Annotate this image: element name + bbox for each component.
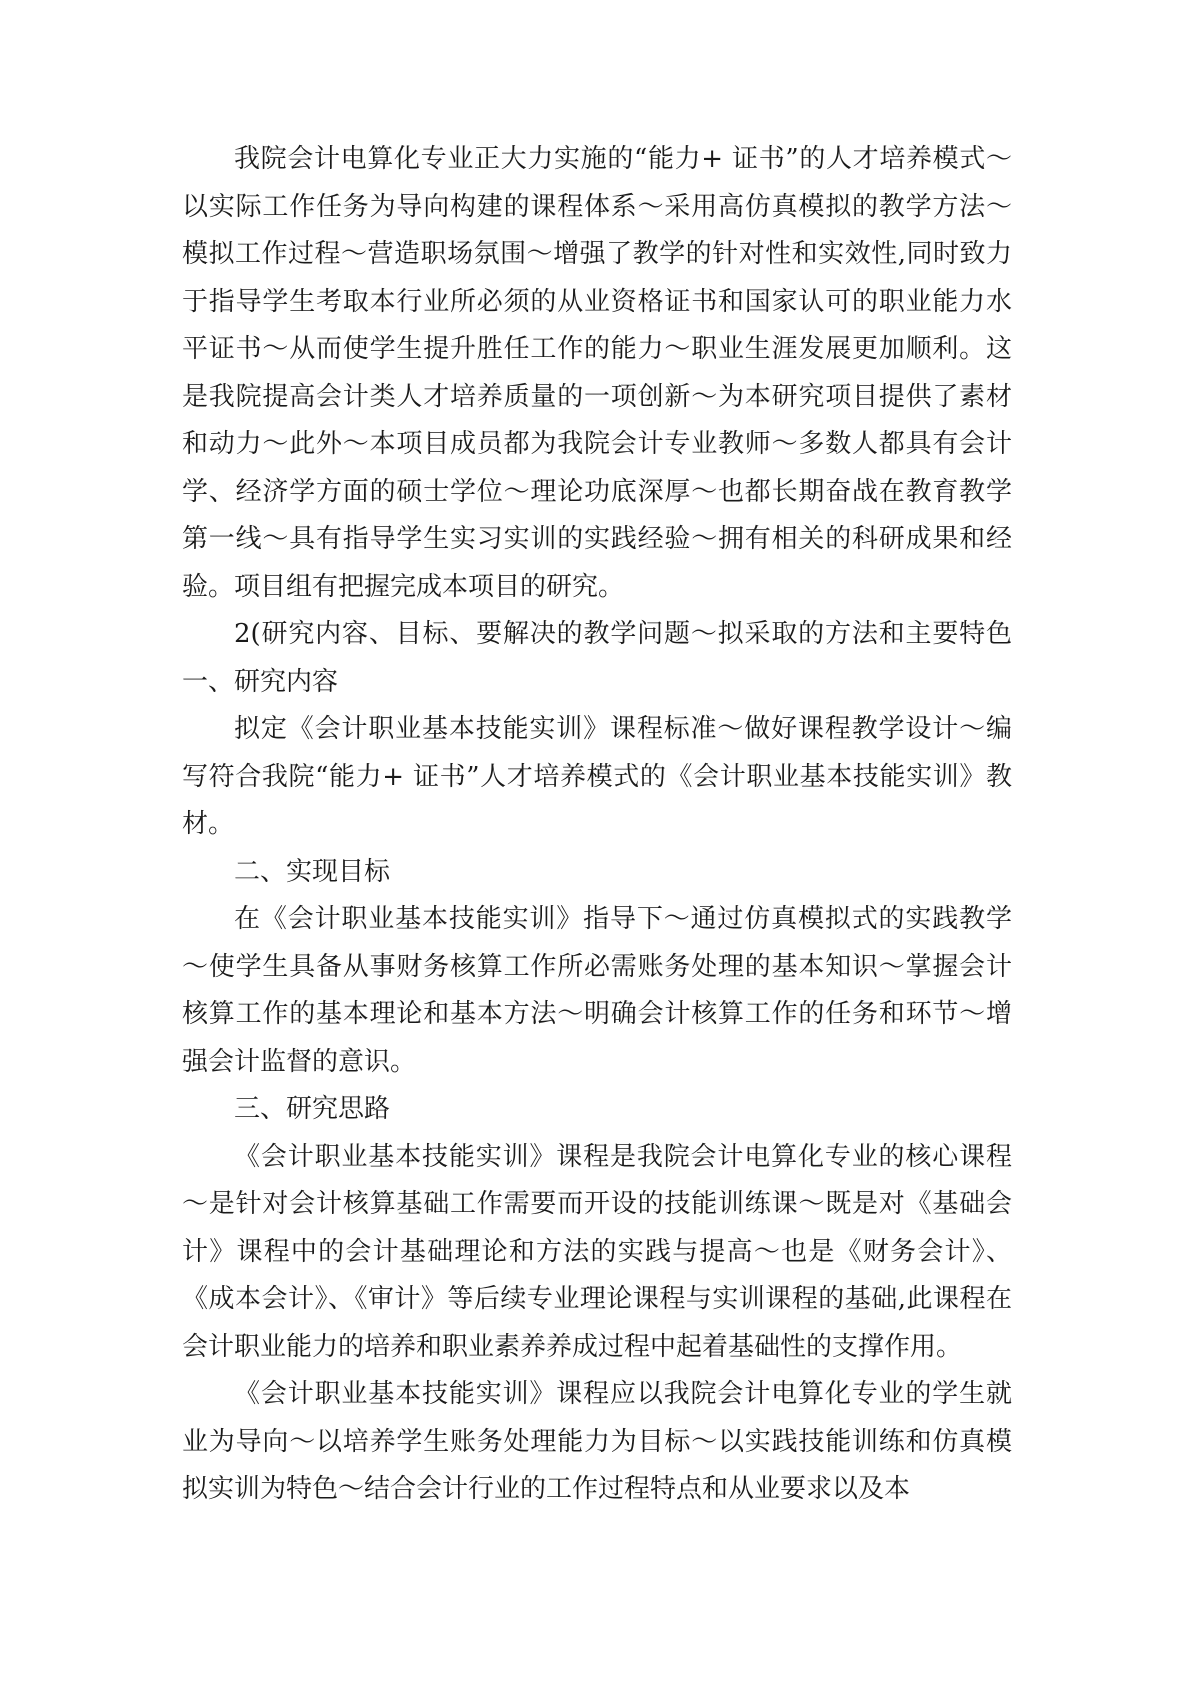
heading-goals: 二、实现目标 bbox=[234, 856, 391, 887]
paragraph-course-role: 《会计职业基本技能实训》课程是我院会计电算化专业的核心课程～是针对会计核算基础工作需要而开设的技能训练课～既是对《基础会计》课程中的会计基础理论和方法的实践与提高～也是《财务会计》、《成本会计》、《审计》等后续专业理论课程与实训课程的基础,此课程在会计职业能力的培养和职业素养养成过程中起着基础性的支撑作用。 bbox=[182, 1141, 1012, 1362]
paragraph-course-orientation: 《会计职业基本技能实训》课程应以我院会计电算化专业的学生就业为导向～以培养学生账务处理能力为目标～以实践技能训练和仿真模拟实训为特色～结合会计行业的工作过程特点和从业要求以及本 bbox=[182, 1379, 1012, 1504]
paragraph-background: 我院会计电算化专业正大力实施的“能力+ 证书”的人才培养模式～以实际工作任务为导向构建的课程体系～采用高仿真模拟的教学方法～模拟工作过程～营造职场氛围～增强了教学的针对性和实效性,同时致力于指导学生考取本行业所必须的从业资格证书和国家认可的职业能力水平证书～从而使学生提升胜任工作的能力～职业生涯发展更加顺利。这是我院提高会计类人才培养质量的一项创新～为本研究项目提供了素材和动力～此外～本项目成员都为我院会计专业教师～多数人都具有会计学、经济学方面的硕士学位～理论功底深厚～也都长期奋战在教育教学第一线～具有指导学生实习实训的实践经验～拥有相关的科研成果和经验。项目组有把握完成本项目的研究。 bbox=[182, 144, 1012, 602]
paragraph-section-heading: 2(研究内容、目标、要解决的教学问题～拟采取的方法和主要特色 一、研究内容 bbox=[182, 619, 1012, 697]
paragraph-research-content: 拟定《会计职业基本技能实训》课程标准～做好课程教学设计～编写符合我院“能力+ 证书”人才培养模式的《会计职业基本技能实训》教材。 bbox=[182, 714, 1012, 839]
paragraph-goals: 在《会计职业基本技能实训》指导下～通过仿真模拟式的实践教学～使学生具备从事财务核算工作所必需账务处理的基本知识～掌握会计核算工作的基本理论和基本方法～明确会计核算工作的任务和环节～增强会计监督的意识。 bbox=[182, 904, 1012, 1077]
document-body bbox=[182, 136, 1012, 1514]
heading-research-approach: 三、研究思路 bbox=[234, 1094, 391, 1124]
